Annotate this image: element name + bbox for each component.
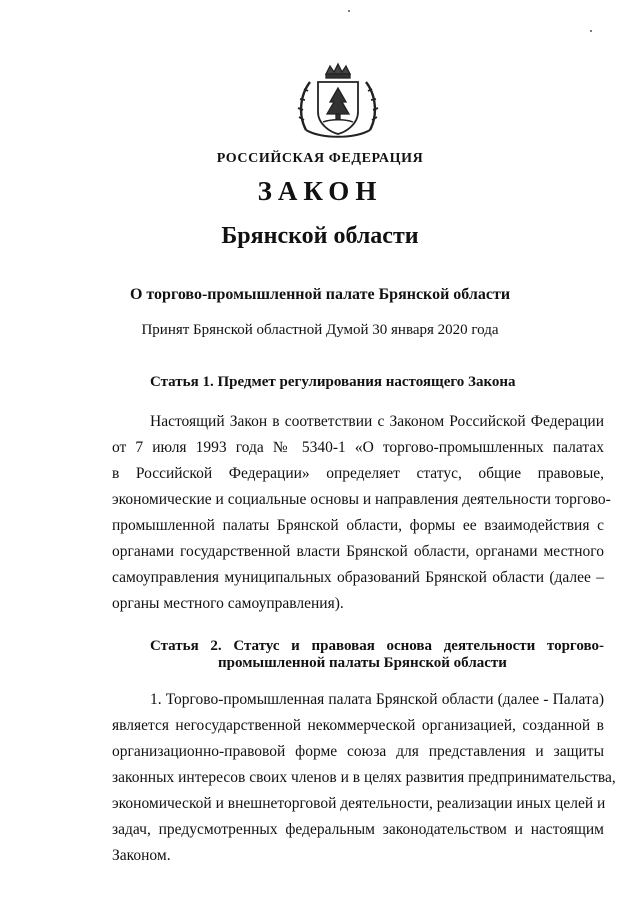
article-1-line: экономические и социальные основы и направления деятельности торгово- bbox=[112, 491, 611, 508]
article-1-line: органами государственной власти Брянской области, органами местного bbox=[112, 543, 604, 560]
article-2-heading-line-2: промышленной палаты Брянской области bbox=[218, 655, 507, 671]
scan-speck bbox=[590, 30, 592, 32]
article-2-line: Законом. bbox=[112, 847, 171, 864]
article-1-line: промышленной палаты Брянской области, формы ее взаимодействия с bbox=[112, 517, 604, 534]
article-1-line: органы местного самоуправления). bbox=[112, 595, 344, 612]
article-2-line: экономической и внешнеторговой деятельности, реализации иных целей и bbox=[112, 795, 606, 812]
article-1-line: Настоящий Закон в соответствии с Законом Российской Федерации bbox=[150, 413, 604, 430]
scan-speck bbox=[348, 10, 350, 12]
article-1-line: самоуправления муниципальных образований Брянской области (далее – bbox=[112, 569, 604, 586]
article-1-heading: Статья 1. Предмет регулирования настоящего Закона bbox=[150, 374, 516, 390]
article-2-line: является негосударственной некоммерческой организацией, созданной в bbox=[112, 717, 604, 734]
document-title: О торгово-промышленной палате Брянской области bbox=[129, 286, 511, 303]
article-2-line: законных интересов своих членов и в целях развития предпринимательства, bbox=[112, 769, 616, 786]
bryansk-coat-of-arms-icon bbox=[296, 60, 380, 142]
article-2-heading-line-1: Статья 2. Статус и правовая основа деятельности торгово- bbox=[150, 638, 604, 654]
law-title: ЗАКОН bbox=[257, 176, 383, 206]
adoption-note: Принят Брянской областной Думой 30 января 2020 года bbox=[141, 322, 499, 338]
region-title: Брянской области bbox=[221, 223, 419, 249]
article-2-line: 1. Торгово-промышленная палата Брянской области (далее - Палата) bbox=[150, 691, 604, 708]
article-2-line: организационно-правовой форме союза для представления и защиты bbox=[112, 743, 604, 760]
article-1-line: от 7 июля 1993 года № 5340-1 «О торгово-промышленных палатах bbox=[112, 439, 604, 456]
article-2-line: задач, предусмотренных федеральным законодательством и настоящим bbox=[112, 821, 604, 838]
federation-header: РОССИЙСКАЯ ФЕДЕРАЦИЯ bbox=[216, 151, 424, 166]
article-1-line: в Российской Федерации» определяет статус, общие правовые, bbox=[112, 465, 604, 482]
